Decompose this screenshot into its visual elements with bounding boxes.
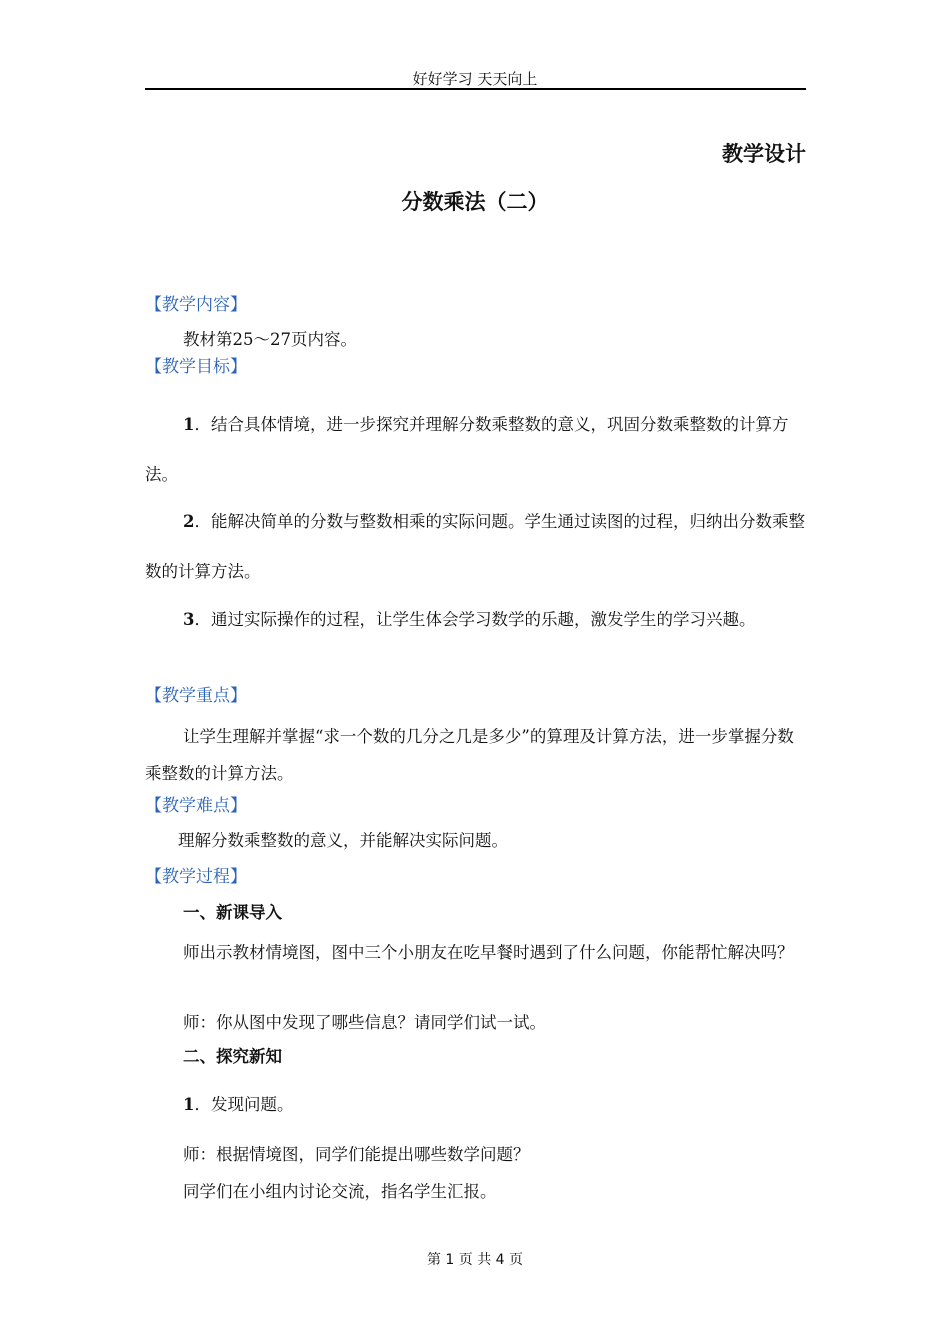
section-heading-goals: 【教学目标】 (145, 357, 247, 377)
section-heading-key-points: 【教学重点】 (145, 686, 247, 706)
document-type-label: 教学设计 (722, 142, 806, 166)
key-points-text: 让学生理解并掌握“求一个数的几分之几是多少”的算理及计算方法，进一步掌握分数乘整数的计算方法。 (145, 727, 794, 783)
goal-text: ．通过实际操作的过程，让学生体会学习数学的乐趣，激发学生的学习兴趣。 (194, 610, 756, 629)
goal-number: 3 (183, 610, 195, 629)
step-number: 1 (183, 1095, 195, 1114)
part2-title: 二、探究新知 (183, 1047, 282, 1066)
goal-item (145, 595, 806, 645)
content-text: 教材第25～27页内容。 (183, 330, 357, 349)
part1-paragraph: 师出示教材情境图，图中三个小朋友在吃早餐时遇到了什么问题，你能帮忙解决吗？ (183, 943, 794, 962)
goal-item (145, 400, 806, 500)
part2-step (145, 1091, 806, 1115)
goal-text: ．结合具体情境，进一步探究并理解分数乘整数的意义，巩固分数乘整数的计算方法。 (145, 415, 789, 484)
part1-title: 一、新课导入 (183, 903, 282, 922)
page-footer: 第 1 页 共 4 页 (426, 1252, 524, 1268)
page-header: 好好学习 天天向上 (412, 70, 538, 88)
section-heading-process: 【教学过程】 (145, 867, 247, 887)
part1-paragraph: 师：你从图中发现了哪些信息？请同学们试一试。 (183, 1013, 546, 1032)
difficulty-text: 理解分数乘整数的意义，并能解决实际问题。 (178, 831, 508, 850)
part2-paragraph: 师：根据情境图，同学们能提出哪些数学问题？ (183, 1145, 530, 1164)
goal-text: ．能解决简单的分数与整数相乘的实际问题。学生通过读图的过程，归纳出分数乘整数的计算方法。 (145, 512, 805, 581)
section-heading-difficulty: 【教学难点】 (145, 796, 247, 816)
header-divider (145, 88, 806, 90)
document-title: 分数乘法（二） (401, 190, 549, 214)
part2-paragraph: 同学们在小组内讨论交流，指名学生汇报。 (183, 1182, 497, 1201)
step-text: ．发现问题。 (194, 1095, 294, 1114)
goal-number: 2 (183, 512, 195, 531)
section-heading-content: 【教学内容】 (145, 295, 247, 315)
goal-item (145, 497, 806, 597)
goal-number: 1 (183, 415, 195, 434)
